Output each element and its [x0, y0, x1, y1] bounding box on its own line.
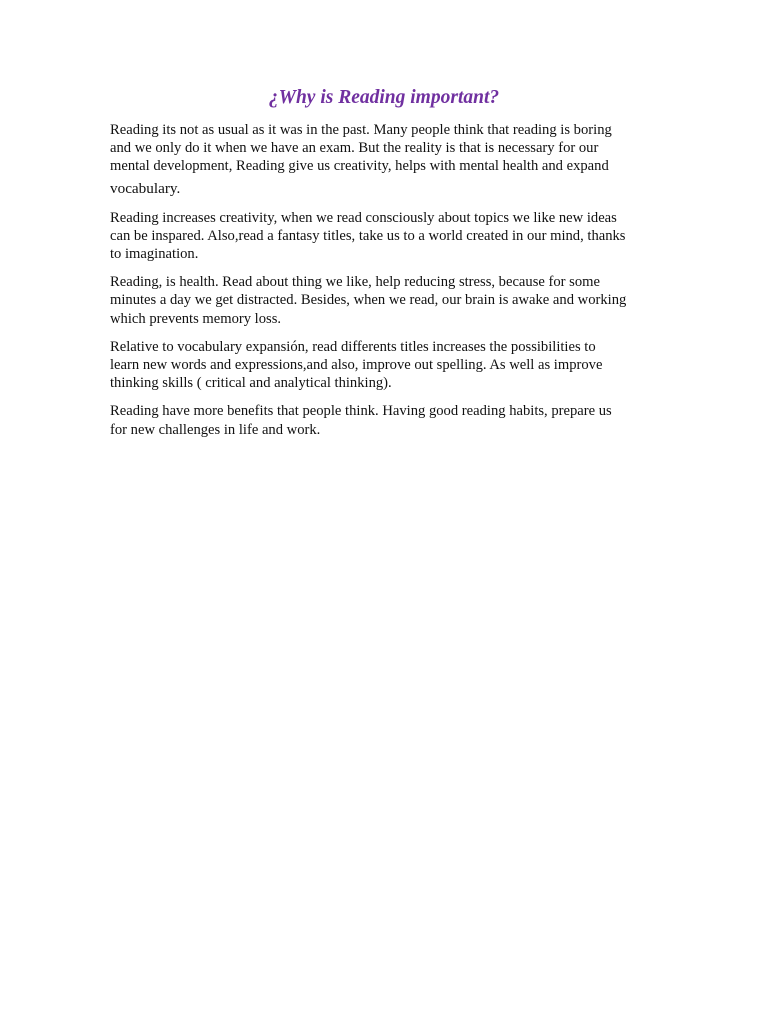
paragraph-line: Reading have more benefits that people think. Having good reading habits, prepare us	[110, 403, 612, 420]
paragraph-creativity	[110, 209, 666, 264]
paragraph-line: thinking skills ( critical and analytical thinking).	[110, 375, 392, 392]
paragraph-line: Reading increases creativity, when we read consciously about topics we like new ideas	[110, 209, 617, 226]
paragraph-conclusion	[110, 402, 666, 438]
document-title: ¿Why is Reading important?	[268, 87, 500, 108]
paragraph-vocabulary	[110, 338, 666, 393]
paragraph-line: to imagination.	[110, 246, 199, 263]
paragraph-line: mental development, Reading give us creativity, helps with mental health and expand	[110, 158, 609, 175]
paragraph-line: can be inspared. Also,read a fantasy titles, take us to a world created in our mind, thanks	[110, 227, 626, 244]
paragraph-line: Reading its not as usual as it was in the past. Many people think that reading is boring	[110, 122, 612, 138]
paragraph-line: vocabulary.	[110, 179, 181, 197]
paragraph-line: learn new words and expressions,and also, improve out spelling. As well as improve	[110, 357, 603, 374]
paragraph-line: and we only do it when we have an exam. But the reality is that is necessary for our	[110, 140, 599, 157]
paragraph-line: for new challenges in life and work.	[110, 421, 321, 438]
paragraph-intro	[110, 121, 666, 199]
document-body	[110, 121, 666, 449]
paragraph-line: Relative to vocabulary expansión, read differents titles increases the possibilities to	[110, 338, 596, 355]
paragraph-line: minutes a day we get distracted. Besides, when we read, our brain is awake and working	[110, 292, 627, 309]
paragraph-line: Reading, is health. Read about thing we like, help reducing stress, because for some	[110, 274, 600, 291]
paragraph-line: which prevents memory loss.	[110, 310, 282, 327]
paragraph-health	[110, 273, 666, 328]
